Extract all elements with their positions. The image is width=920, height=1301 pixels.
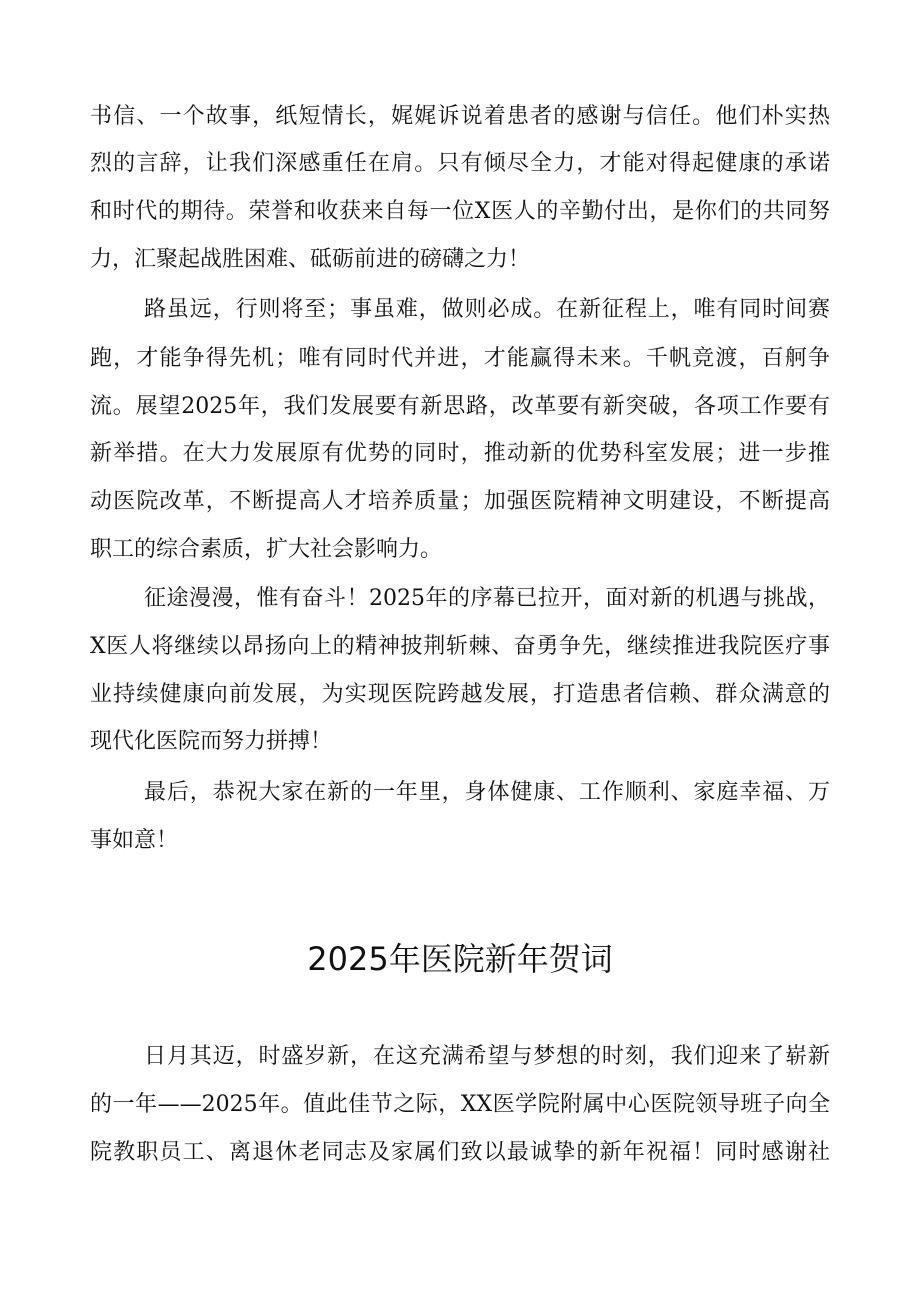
- paragraph-line: 新举措。在大力发展原有优势的同时，推动新的优势科室发展；进一步推: [90, 441, 830, 466]
- paragraph-line: 业持续健康向前发展，为实现医院跨越发展，打造患者信赖、群众满意的: [90, 682, 830, 707]
- paragraph-line: X医人将继续以昂扬向上的精神披荆斩棘、奋勇争先，继续推进我院医疗事: [90, 634, 830, 659]
- paragraph-line: 的一年——2025年。值此佳节之际，XX医学院附属中心医院领导班子向全: [90, 1092, 830, 1117]
- paragraph-line: 力，汇聚起战胜困难、砥砺前进的磅礴之力！: [90, 247, 531, 272]
- document-title: 2025年医院新年贺词: [307, 940, 613, 978]
- paragraph-line: 跑，才能争得先机；唯有同时代并进，才能赢得未来。千帆竞渡，百舸争: [90, 346, 830, 371]
- paragraph-line: 书信、一个故事，纸短情长，娓娓诉说着患者的感谢与信任。他们朴实热: [90, 104, 830, 129]
- paragraph-line: 路虽远，行则将至；事虽难，做则必成。在新征程上，唯有同时间赛: [144, 297, 830, 322]
- paragraph-line: 日月其迈，时盛岁新，在这充满希望与梦想的时刻，我们迎来了崭新: [144, 1044, 830, 1069]
- paragraph-line: 现代化医院而努力拼搏！: [90, 729, 333, 754]
- paragraph-line: 最后，恭祝大家在新的一年里，身体健康、工作顺利、家庭幸福、万: [144, 780, 830, 805]
- paragraph-line: 院教职员工、离退休老同志及家属们致以最诚挚的新年祝福！同时感谢社: [90, 1140, 830, 1165]
- paragraph-line: 烈的言辞，让我们深感重任在肩。只有倾尽全力，才能对得起健康的承诺: [90, 151, 830, 176]
- paragraph-line: 流。展望2025年，我们发展要有新思路，改革要有新突破，各项工作要有: [90, 394, 830, 419]
- paragraph-line: 和时代的期待。荣誉和收获来自每一位X医人的辛勤付出，是你们的共同努: [90, 199, 830, 224]
- paragraph-line: 征途漫漫，惟有奋斗！2025年的序幕已拉开，面对新的机遇与挑战，: [144, 586, 830, 611]
- paragraph-line: 动医院改革，不断提高人才培养质量；加强医院精神文明建设，不断提高: [90, 489, 830, 514]
- paragraph-line: 职工的综合素质，扩大社会影响力。: [90, 537, 443, 562]
- paragraph-line: 事如意！: [90, 828, 179, 853]
